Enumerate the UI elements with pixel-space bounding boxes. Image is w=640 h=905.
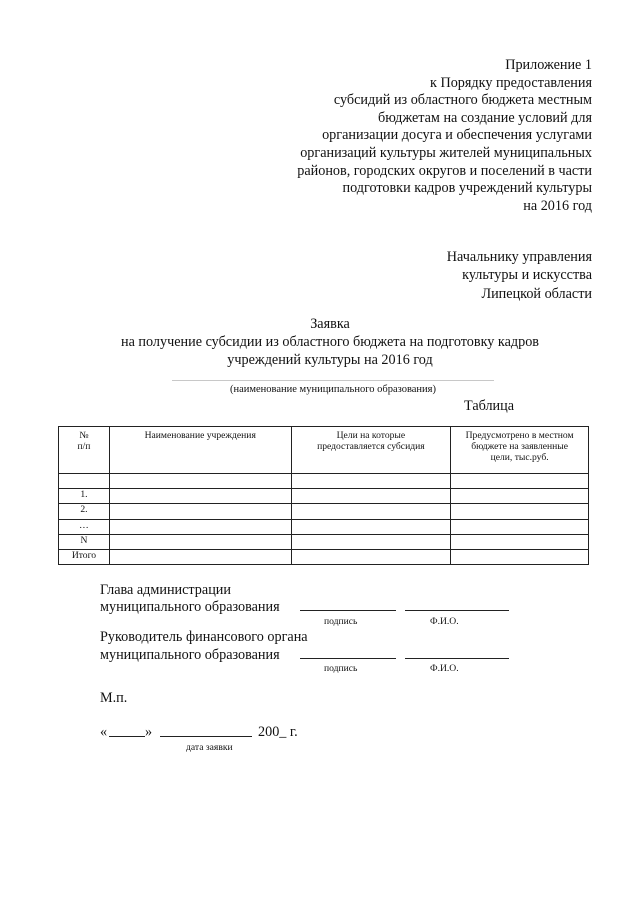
date-open-quote: « — [100, 724, 108, 740]
table-cell — [451, 504, 589, 519]
appendix-line: подготовки кадров учреждений культуры — [342, 180, 592, 197]
date-close-quote: » — [145, 724, 153, 740]
head-title-line2: муниципального образования — [100, 599, 280, 615]
head-signature-line — [300, 610, 396, 611]
table-cell — [291, 504, 451, 519]
table-cell — [109, 549, 291, 564]
table-row — [59, 504, 589, 519]
table-row — [59, 534, 589, 549]
table-cell: 1. — [59, 489, 110, 504]
recipient-line: Липецкой области — [481, 285, 592, 302]
table-cell — [109, 489, 291, 504]
table-cell — [109, 504, 291, 519]
table-cell: … — [59, 519, 110, 534]
stamp-place: М.п. — [100, 690, 128, 706]
head-title-line1: Глава администрации — [100, 582, 231, 598]
recipient-block — [447, 248, 592, 303]
table-total-row — [59, 549, 589, 564]
appendix-line: субсидий из областного бюджета местным — [333, 92, 592, 109]
table-cell — [291, 519, 451, 534]
table-row — [59, 474, 589, 489]
date-month-line — [160, 736, 252, 737]
finance-fio-caption: Ф.И.О. — [430, 663, 459, 674]
table-cell — [109, 519, 291, 534]
title-line: на получение субсидии из областного бюджета на подготовку кадров — [121, 333, 539, 350]
title-heading: Заявка — [310, 316, 350, 332]
table-cell — [291, 549, 451, 564]
table-row — [59, 489, 589, 504]
appendix-line: организаций культуры жителей муниципальных — [300, 144, 592, 161]
table-cell — [451, 474, 589, 489]
municipality-name-caption: (наименование муниципального образования) — [229, 384, 437, 395]
recipient-line: культуры и искусства — [462, 267, 592, 284]
recipient-line: Начальнику управления — [446, 249, 592, 265]
appendix-note — [252, 57, 592, 215]
table-cell — [291, 534, 451, 549]
appendix-line: бюджетам на создание условий для — [378, 109, 592, 126]
head-sign-caption: подпись — [324, 616, 358, 627]
header-institution: Наименование учреждения — [109, 427, 291, 474]
table-cell: Итого — [59, 549, 110, 564]
table-caption: Таблица — [464, 398, 515, 414]
finance-fio-line — [405, 658, 509, 659]
header-purpose: Цели на которые предоставляется субсидия — [291, 427, 451, 474]
table-cell — [109, 474, 291, 489]
table-row — [59, 519, 589, 534]
request-table — [58, 426, 589, 565]
table-cell — [451, 489, 589, 504]
table-header-row — [59, 427, 589, 474]
table-cell — [451, 534, 589, 549]
table-cell — [451, 519, 589, 534]
head-fio-caption: Ф.И.О. — [430, 616, 459, 627]
table-cell — [59, 474, 110, 489]
appendix-line: Приложение 1 — [505, 57, 592, 73]
appendix-line: районов, городских округов и поселений в части — [297, 162, 592, 179]
head-fio-line — [405, 610, 509, 611]
table-cell — [291, 474, 451, 489]
date-caption: дата заявки — [186, 742, 233, 753]
table-cell — [291, 489, 451, 504]
finance-sign-caption: подпись — [324, 663, 358, 674]
finance-title-line2: муниципального образования — [100, 647, 280, 663]
date-year: 200_ г. — [258, 724, 298, 740]
date-day-line — [109, 736, 145, 737]
appendix-line: организации досуга и обеспечения услугами — [322, 127, 592, 144]
title-line: учреждений культуры на 2016 год — [227, 351, 433, 368]
header-local-budget: Предусмотрено в местном бюджете на заявленные цели, тыс.руб. — [451, 427, 589, 474]
appendix-line: к Порядку предоставления — [430, 74, 592, 91]
table-cell: N — [59, 534, 110, 549]
document-title — [80, 316, 580, 369]
table-cell — [451, 549, 589, 564]
table-cell — [109, 534, 291, 549]
finance-title-line1: Руководитель финансового органа — [100, 629, 308, 645]
appendix-line: на 2016 год — [523, 197, 592, 214]
finance-signature-line — [300, 658, 396, 659]
header-number: № п/п — [59, 427, 110, 474]
table-cell: 2. — [59, 504, 110, 519]
municipality-name-field — [172, 380, 494, 381]
